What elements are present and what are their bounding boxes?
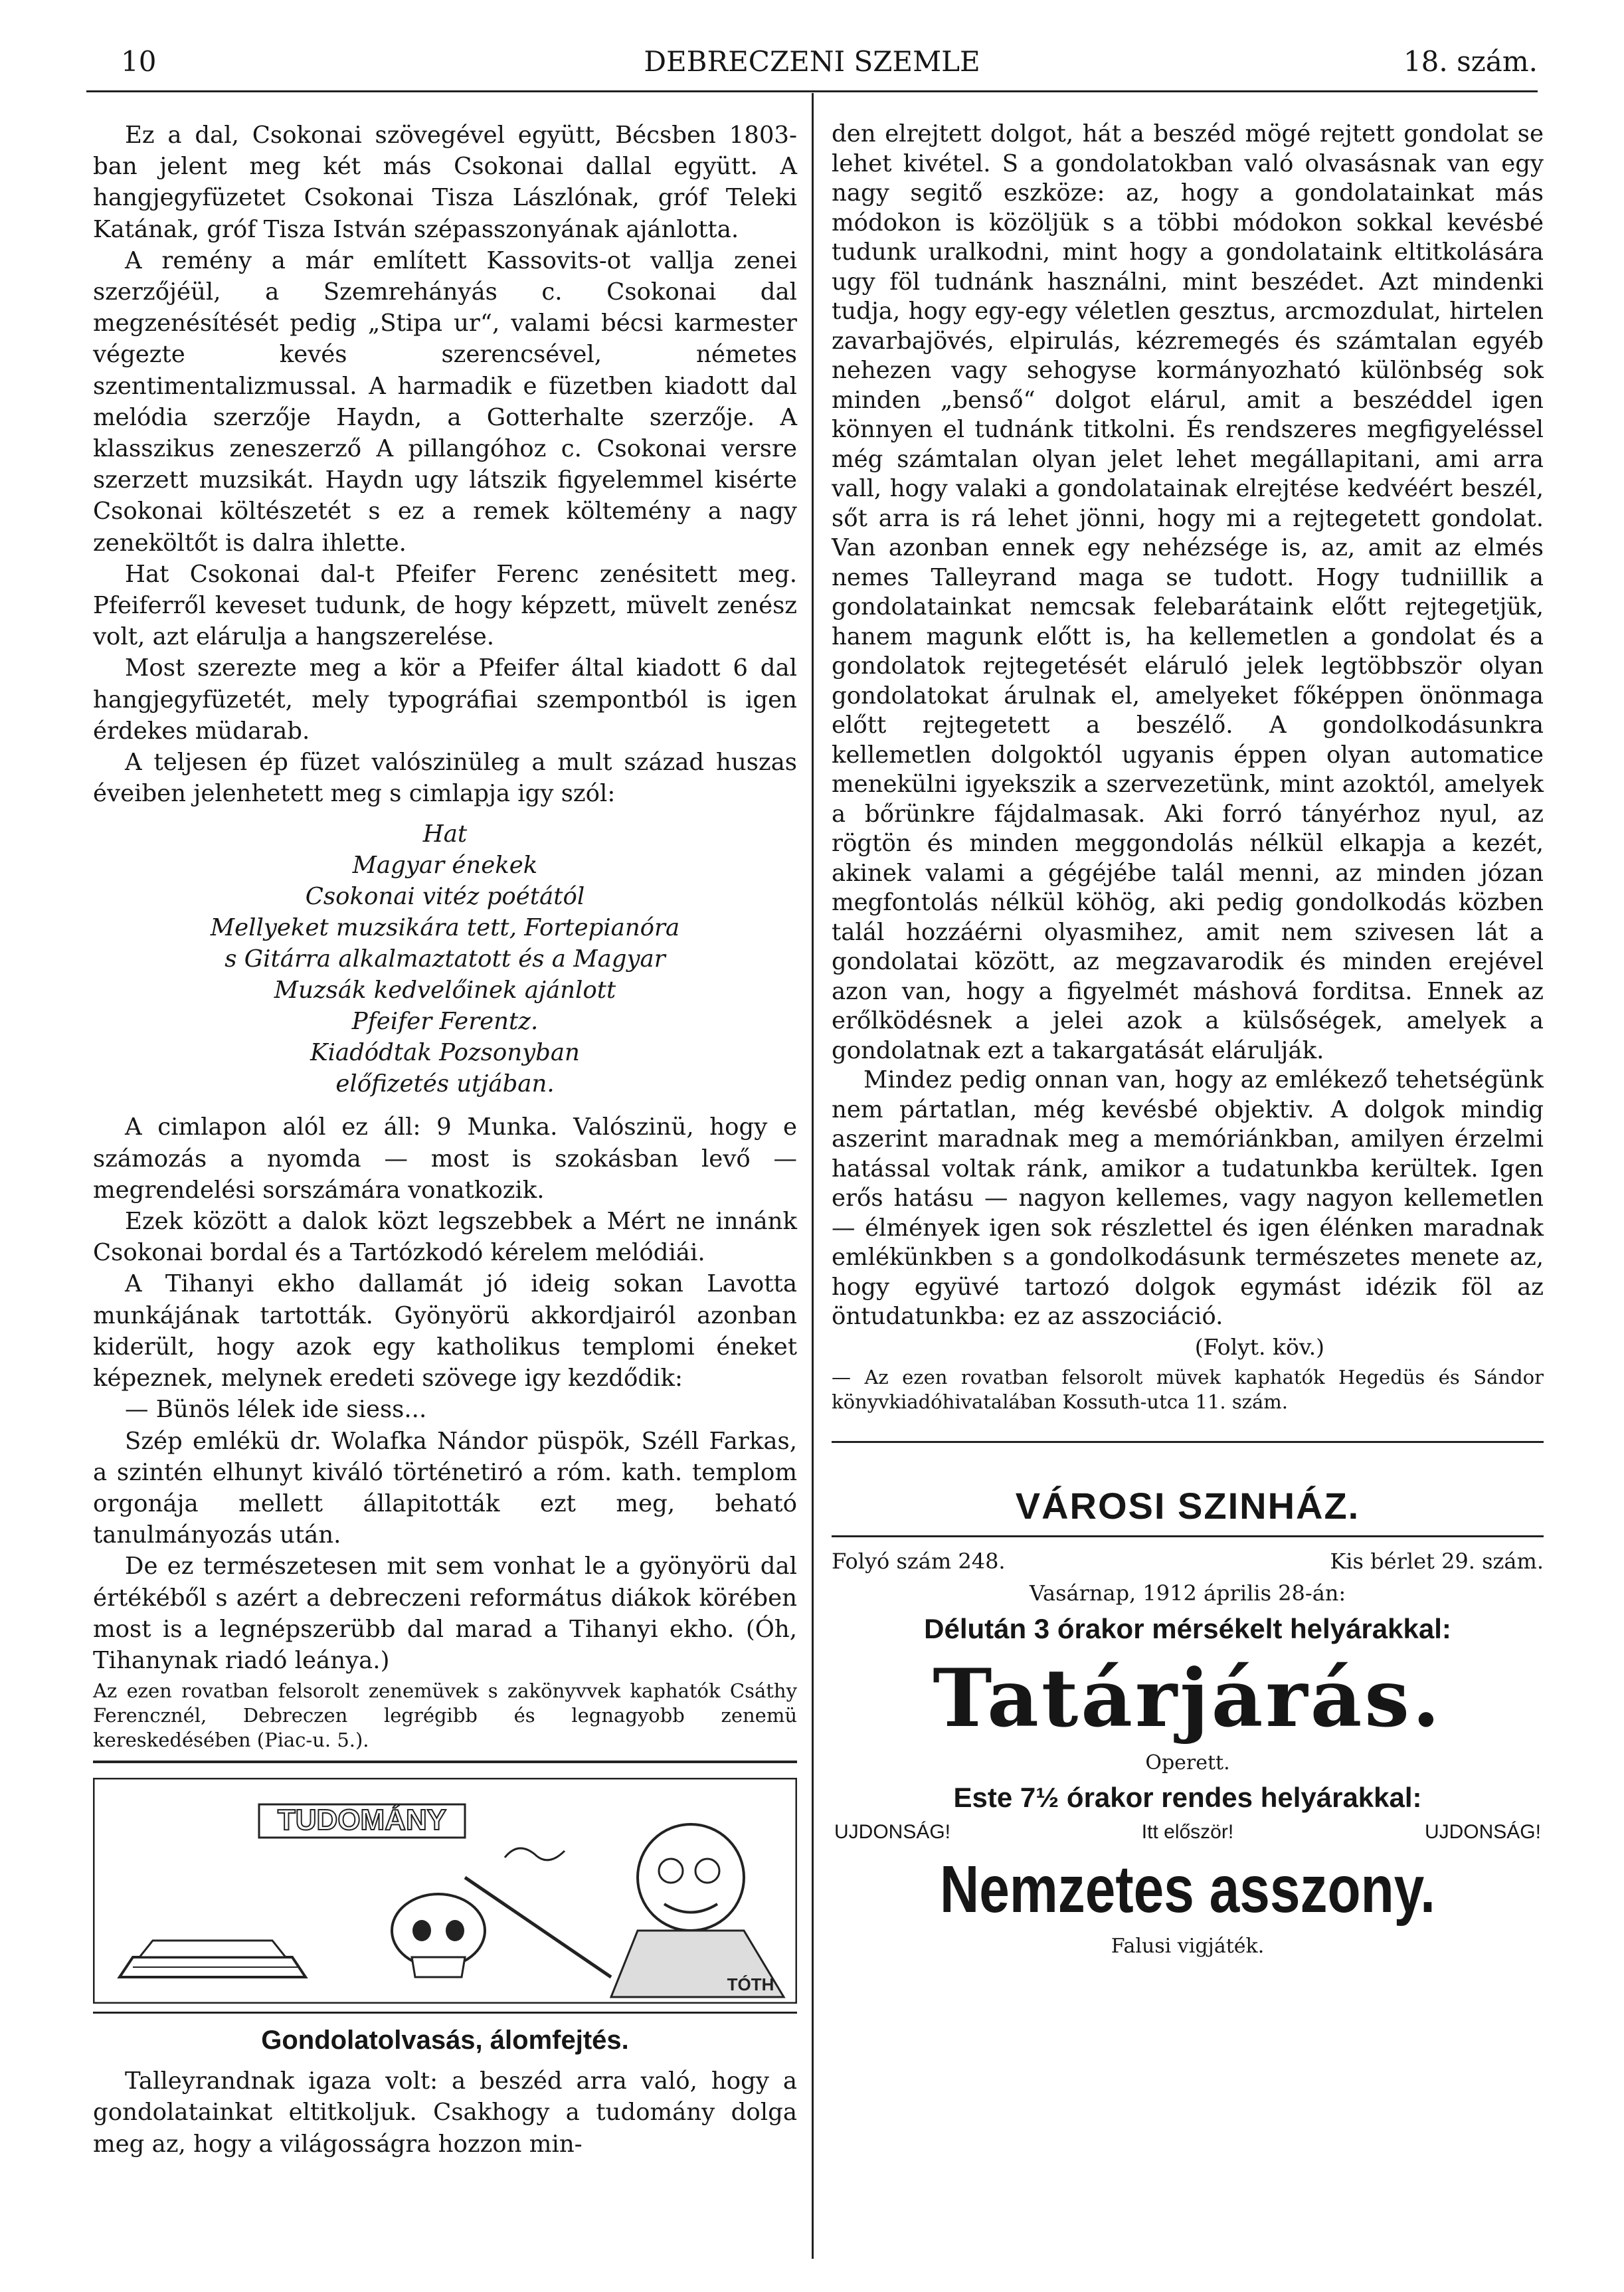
title-line: Magyar énekek bbox=[352, 852, 538, 880]
title-line: Hat bbox=[422, 820, 468, 848]
theatre-announcement bbox=[832, 1484, 1544, 1961]
issue-number: 18. szám. bbox=[1403, 45, 1538, 78]
title-line: Mellyeket muzsikára tett, Fortepianóra bbox=[210, 914, 680, 942]
header-rule bbox=[86, 90, 1538, 92]
novelty-label: UJDONSÁG! bbox=[834, 1820, 951, 1843]
evening-show: Este 7½ órakor rendes helyárakkal: bbox=[953, 1781, 1422, 1813]
paragraph: Hat Csokonai dal-t Pfeifer Ferenc zenésitett meg. Pfeiferről keveset tudunk, de hogy képzett, müvelt zenész volt, azt elárulja a hangszerelése. bbox=[93, 560, 797, 651]
paragraph: Szép emlékü dr. Wolafka Nándor püspök, Széll Farkas, a szintén elhunyt kiváló történetiró a róm. kath. templom orgonája mellett állapitották ezt meg, beható tanulmányozás után. bbox=[93, 1427, 797, 1549]
play-title-1: Tatárjárás. bbox=[933, 1651, 1443, 1745]
program-number: Folyó szám 248. bbox=[832, 1548, 1006, 1574]
smoke-icon bbox=[505, 1848, 565, 1860]
paragraph: A Tihanyi ekho dallamát jó ideig sokan Lavotta munkájának tartották. Gyönyörü akkordjairól azonban kiderült, hogy azok egy katholikus templomi éneket képeznek, melynek eredeti szövege igy kezdődik: bbox=[93, 1270, 797, 1392]
page-header bbox=[86, 45, 1538, 85]
subscription-info: Kis bérlet 29. szám. bbox=[1330, 1548, 1544, 1574]
title-line: Csokonai vitéz poétától bbox=[305, 883, 585, 911]
novelty-row bbox=[832, 1818, 1544, 1847]
spacer bbox=[832, 1451, 1544, 1478]
pipe-icon bbox=[465, 1877, 611, 1977]
cartoon-banner-text: TUDOMÁNY bbox=[277, 1804, 447, 1837]
first-time-label: Itt először! bbox=[1141, 1820, 1234, 1843]
play-title-2: Nemzetes asszony. bbox=[940, 1852, 1435, 1927]
cartoon-signature: TÓTH bbox=[727, 1974, 774, 1995]
quoted-title-page bbox=[93, 818, 797, 1099]
section-rule bbox=[832, 1535, 1544, 1537]
journal-title: DEBRECZENI SZEMLE bbox=[644, 45, 980, 78]
section-rule bbox=[832, 1441, 1544, 1443]
title-line: s Gitárra alkalmaztatott és a Magyar bbox=[225, 945, 666, 973]
paragraph: — Bünös lélek ide siess... bbox=[125, 1396, 427, 1424]
program-info-row bbox=[832, 1545, 1544, 1577]
paragraph: Ezek között a dalok közt legszebbek a Mért ne innánk Csokonai bordal és a Tartózkodó kérelem melódiái. bbox=[93, 1208, 797, 1267]
book-shop-note: — Az ezen rovatban felsorolt müvek kaphatók Hegedüs és Sándor könyvkiadóhivatalában Kossuth-utca 11. szám. bbox=[832, 1365, 1544, 1413]
continued-note: (Folyt. köv.) bbox=[1194, 1333, 1324, 1360]
theatre-title: VÁROSI SZINHÁZ. bbox=[1015, 1484, 1360, 1527]
paragraph: A teljesen ép füzet valószinüleg a mult század huszas éveiben jelenhetett meg s cimlapja igy szól: bbox=[93, 749, 797, 808]
paragraph: den elrejtett dolgot, hát a beszéd mögé rejtett gondolat se lehet kivétel. S a gondolatokban való olvasásnak van egy nagy segitő eszköze: az, hogy a gondolatainkat más módokon is közöljük s a többi módokon sokkal kevésbé tudunk uralkodni, mint hogy a gondolataink eltitkolására ugy föl tudnánk használni, mint beszédet. Azt mindenki tudja, hogy egy-egy véletlen gesztus, arcmozdulat, hirtelen zavarbajövés, elpirulás, kézremegés és számtalan egyéb nehezen vagy sehogyse kormányozható különbség sok minden „benső“ dolgot elárul, amit a beszéddel igen könnyen el tudnánk titkolni. És rendszeres megfigyeléssel még számtalan olyan jelet lehet megállapitani, ami arra vall, hogy valaki a gondolatainak elrejtése kedvéért beszél, sőt arra is rá lehet jönni, hogy mi a rejtegetett gondolat. Van azonban ennek egy nehézsége is, az, amit az elmés nemes Talleyrand maga se tudott. Hogy tudniillik a gondolatainkat nemcsak felebarátaink előtt rejtegetjük, hanem magunk előtt is, ha kellemetlen a gondolat és a gondolatok rejtegetését eláruló jelek legtöbbször olyan gondolatokat árulnak el, amelyeket főképpen önönmaga előtt rejtegetett a beszélő. A gondolkodásunkra kellemetlen dolgoktól ugyanis éppen olyan automatice menekülni igyekszik a szervezetünk, mint azoktól, amelyek a bőrünkre fájdalmasak. Aki forró tányérhoz nyul, az rögtön és minden meggondolás nélkül elkapja a kezét, akinek valami a gégéjébe talál menni, az minden józan megfontolás nélkül köhög, aki pedig gondolkodás közben talál hozzáérni olyasmihez, amit nem szivesen lát a gondolatai között, az megzavarodik és minden erejével azon van, hogy a figyelmét máshová forditsa. Ennek az erőlködésnek a jelei azok a külsőségek, amelyek a gondolatnak ezt a takargatását elárulják. bbox=[832, 120, 1544, 1064]
title-line: Muzsák kedvelőinek ajánlott bbox=[274, 977, 616, 1004]
paragraph: Mindez pedig onnan van, hogy az emlékező tehetségünk nem pártatlan, még kevésbé objektiv. A dolgok mindig aszerint maradnak meg a memóriánkban, amilyen érzelmi hatással voltak ránk, amikor a tudatunkba kerültek. Igen erős hatásu — nagyon kellemes, vagy nagyon kellemetlen — élmények igen sok részlettel és igen élénken maradnak emlékünkben s a gondolkodásunk természetes menete az, hogy együvé tartozó dolgok egymást idézik föl az öntudatunkba: ez az asszociáció. bbox=[832, 1066, 1544, 1330]
paragraph: Most szerezte meg a kör a Pfeifer által kiadott 6 dal hangjegyfüzetét, mely typográfiai szempontból is igen érdekes müdarab. bbox=[93, 654, 797, 745]
paragraph: Talleyrandnak igaza volt: a beszéd arra való, hogy a gondolatainkat eltitkoljuk. Csakhogy a tudomány dolga meg az, hogy a világosságra hozzon min- bbox=[93, 2067, 797, 2158]
show-date: Vasárnap, 1912 április 28-án: bbox=[1029, 1580, 1346, 1606]
title-line: előfizetés utjában. bbox=[335, 1070, 555, 1098]
play-genre-2: Falusi vigjáték. bbox=[1111, 1934, 1265, 1958]
cartoon-illustration bbox=[93, 1778, 797, 2004]
page-number: 10 bbox=[121, 45, 157, 78]
section-rule bbox=[93, 1761, 797, 1763]
paragraph: A cimlapon alól ez áll: 9 Munka. Valószinü, hogy e számozás a nyomda — most is szokásban levő — megrendelési sorszámára vonatkozik. bbox=[93, 1113, 797, 1204]
column-rule bbox=[812, 93, 814, 2259]
face-icon bbox=[638, 1824, 744, 1931]
play-genre-1: Operett. bbox=[1145, 1751, 1230, 1774]
title-line: Pfeifer Ferentz. bbox=[351, 1008, 539, 1036]
paragraph: A remény a már említett Kassovits-ot vallja zenei szerzőjéül, a Szemrehányás c. Csokonai dal megzenésítését pedig „Stipa ur“, valami bécsi karmester végezte kevés szerencsével, németes szentimentalizmussal. A harmadik e füzetben kiadott dal melódia szerzője Haydn, a Gotterhalte szerzője. A klasszikus zeneszerző A pillangóhoz c. Csokonai versre szerzett muzsikát. Haydn ugy látszik figyelemmel kisérte Csokonai költészetét s ez a remek költemény a nagy zeneköltőt is dalra ihlette. bbox=[93, 246, 797, 557]
novelty-label: UJDONSÁG! bbox=[1424, 1820, 1541, 1843]
music-shop-note: Az ezen rovatban felsorolt zenemüvek s zakönyvvek kaphatók Csáthy Ferencznél, Debreczen legrégibb és legnagyobb zenemü kereskedésében (Piac-u. 5.). bbox=[93, 1679, 797, 1752]
paragraph: De ez természetesen mit sem vonhat le a gyönyörü dal értékéből s azért a debreczeni református diákok körében most is a legnépszerübb dal marad a Tihanyi ekho. (Óh, Tihanynak riadó leánya.) bbox=[93, 1553, 797, 1674]
title-line: Kiadódtak Pozsonyban bbox=[310, 1039, 580, 1067]
section-rule bbox=[93, 2012, 797, 2014]
right-column bbox=[832, 120, 1544, 1961]
afternoon-show: Délután 3 órakor mérsékelt helyárakkal: bbox=[924, 1612, 1451, 1644]
left-column bbox=[93, 120, 797, 2160]
paragraph: Ez a dal, Csokonai szövegével együtt, Bécsben 1803-ban jelent meg két más Csokonai dallal együtt. A hangjegyfüzetet Csokonai Tisza Lászlónak, gróf Teleki Katának, gróf Tisza István szépasszonyának ajánlotta. bbox=[93, 122, 797, 243]
cartoon-drawing bbox=[93, 1778, 797, 2004]
article-heading: Gondolatolvasás, álomfejtés. bbox=[261, 2026, 629, 2055]
